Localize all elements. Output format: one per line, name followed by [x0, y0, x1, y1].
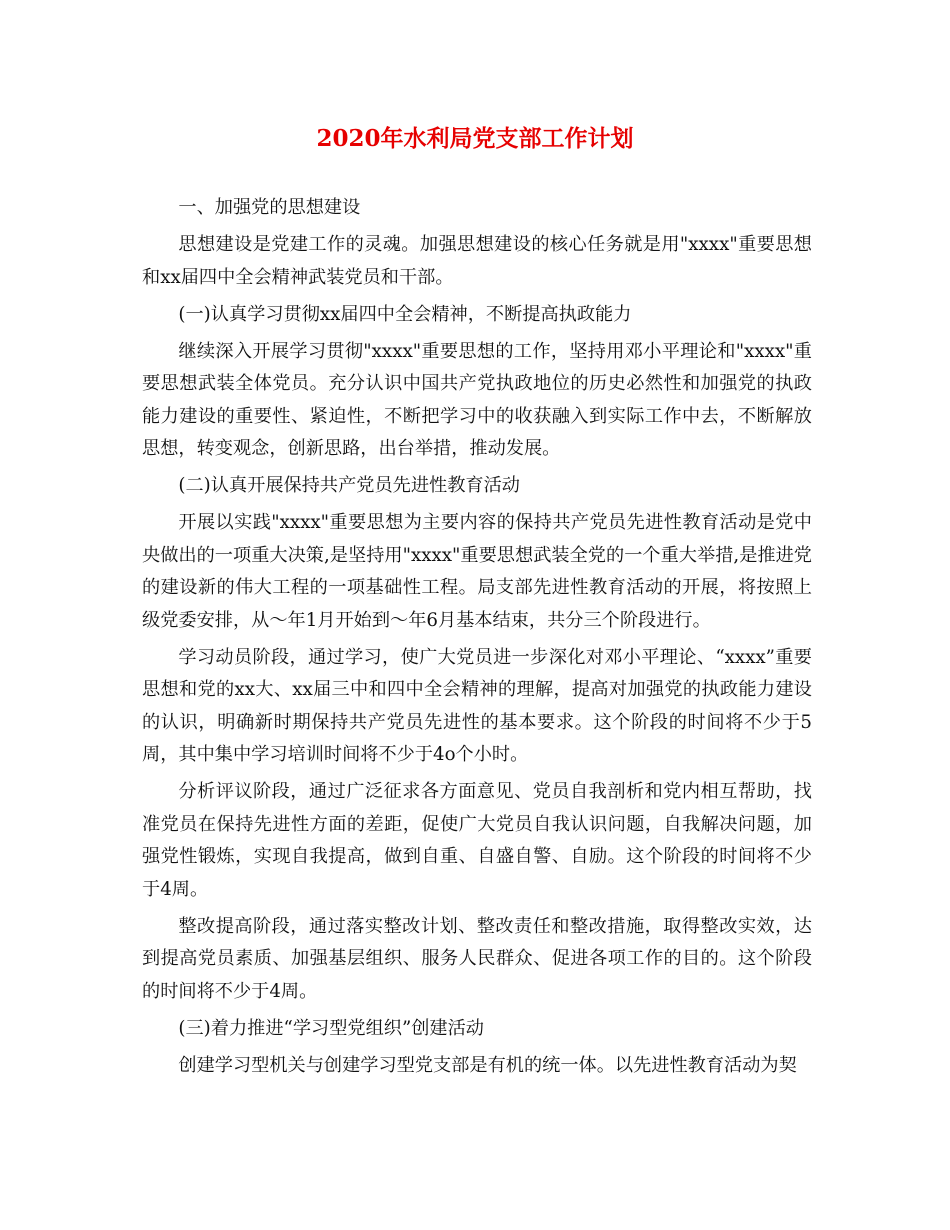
- paragraph: 创建学习型机关与创建学习型党支部是有机的统一体。以先进性教育活动为契: [178, 1054, 797, 1076]
- subsection-heading: (一)认真学习贯彻xx届四中全会精神，不断提高执政能力: [178, 303, 632, 325]
- paragraph: 继续深入开展学习贯彻"xxxx"重要思想的工作，坚持用邓小平理论和"xxxx"重要思想武装全体党员。充分认识中国共产党执政地位的历史必然性和加强党的执政能力建设的重要性、紧迫性，不断把学习中的收获融入到实际工作中去，不断解放思想，转变观念，创新思路，出台举措，推动发展。: [142, 340, 812, 459]
- subsection-heading: (二)认真开展保持共产党员先进性教育活动: [178, 475, 520, 496]
- section-heading: 一、加强党的思想建设: [178, 197, 361, 218]
- document-body: [142, 192, 812, 1087]
- subsection-heading: (三)着力推进“学习型党组织”创建活动: [178, 1017, 484, 1039]
- paragraph: 整改提高阶段，通过落实整改计划、整改责任和整改措施，取得整改实效，达到提高党员素质、加强基层组织、服务人民群众、促进各项工作的目的。这个阶段的时间将不少于4周。: [142, 915, 812, 1002]
- paragraph: 开展以实践"xxxx"重要思想为主要内容的保持共产党员先进性教育活动是党中央做出的一项重大决策,是坚持用"xxxx"重要思想武装全党的一个重大举措,是推进党的建设新的伟大工程的一项基础性工程。局支部先进性教育活动的开展，将按照上级党委安排，从～年1月开始到～年6月基本结束，共分三个阶段进行。: [142, 512, 812, 631]
- paragraph: 分析评议阶段，通过广泛征求各方面意见、党员自我剖析和党内相互帮助，找准党员在保持先进性方面的差距，促使广大党员自我认识问题，自我解决问题，加强党性锻炼，实现自我提高，做到自重、自盛自警、自励。这个阶段的时间将不少于4周。: [142, 781, 812, 900]
- document-title: 2020年水利局党支部工作计划: [316, 125, 634, 152]
- paragraph: 学习动员阶段，通过学习，使广大党员进一步深化对邓小平理论、“xxxx”重要思想和党的xx大、xx届三中和四中全会精神的理解，提高对加强党的执政能力建设的认识，明确新时期保持共产党员先进性的基本要求。这个阶段的时间将不少于5周，其中集中学习培训时间将不少于4o个小时。: [142, 646, 812, 765]
- paragraph: 思想建设是党建工作的灵魂。加强思想建设的核心任务就是用"xxxx"重要思想和xx届四中全会精神武装党员和干部。: [142, 234, 812, 288]
